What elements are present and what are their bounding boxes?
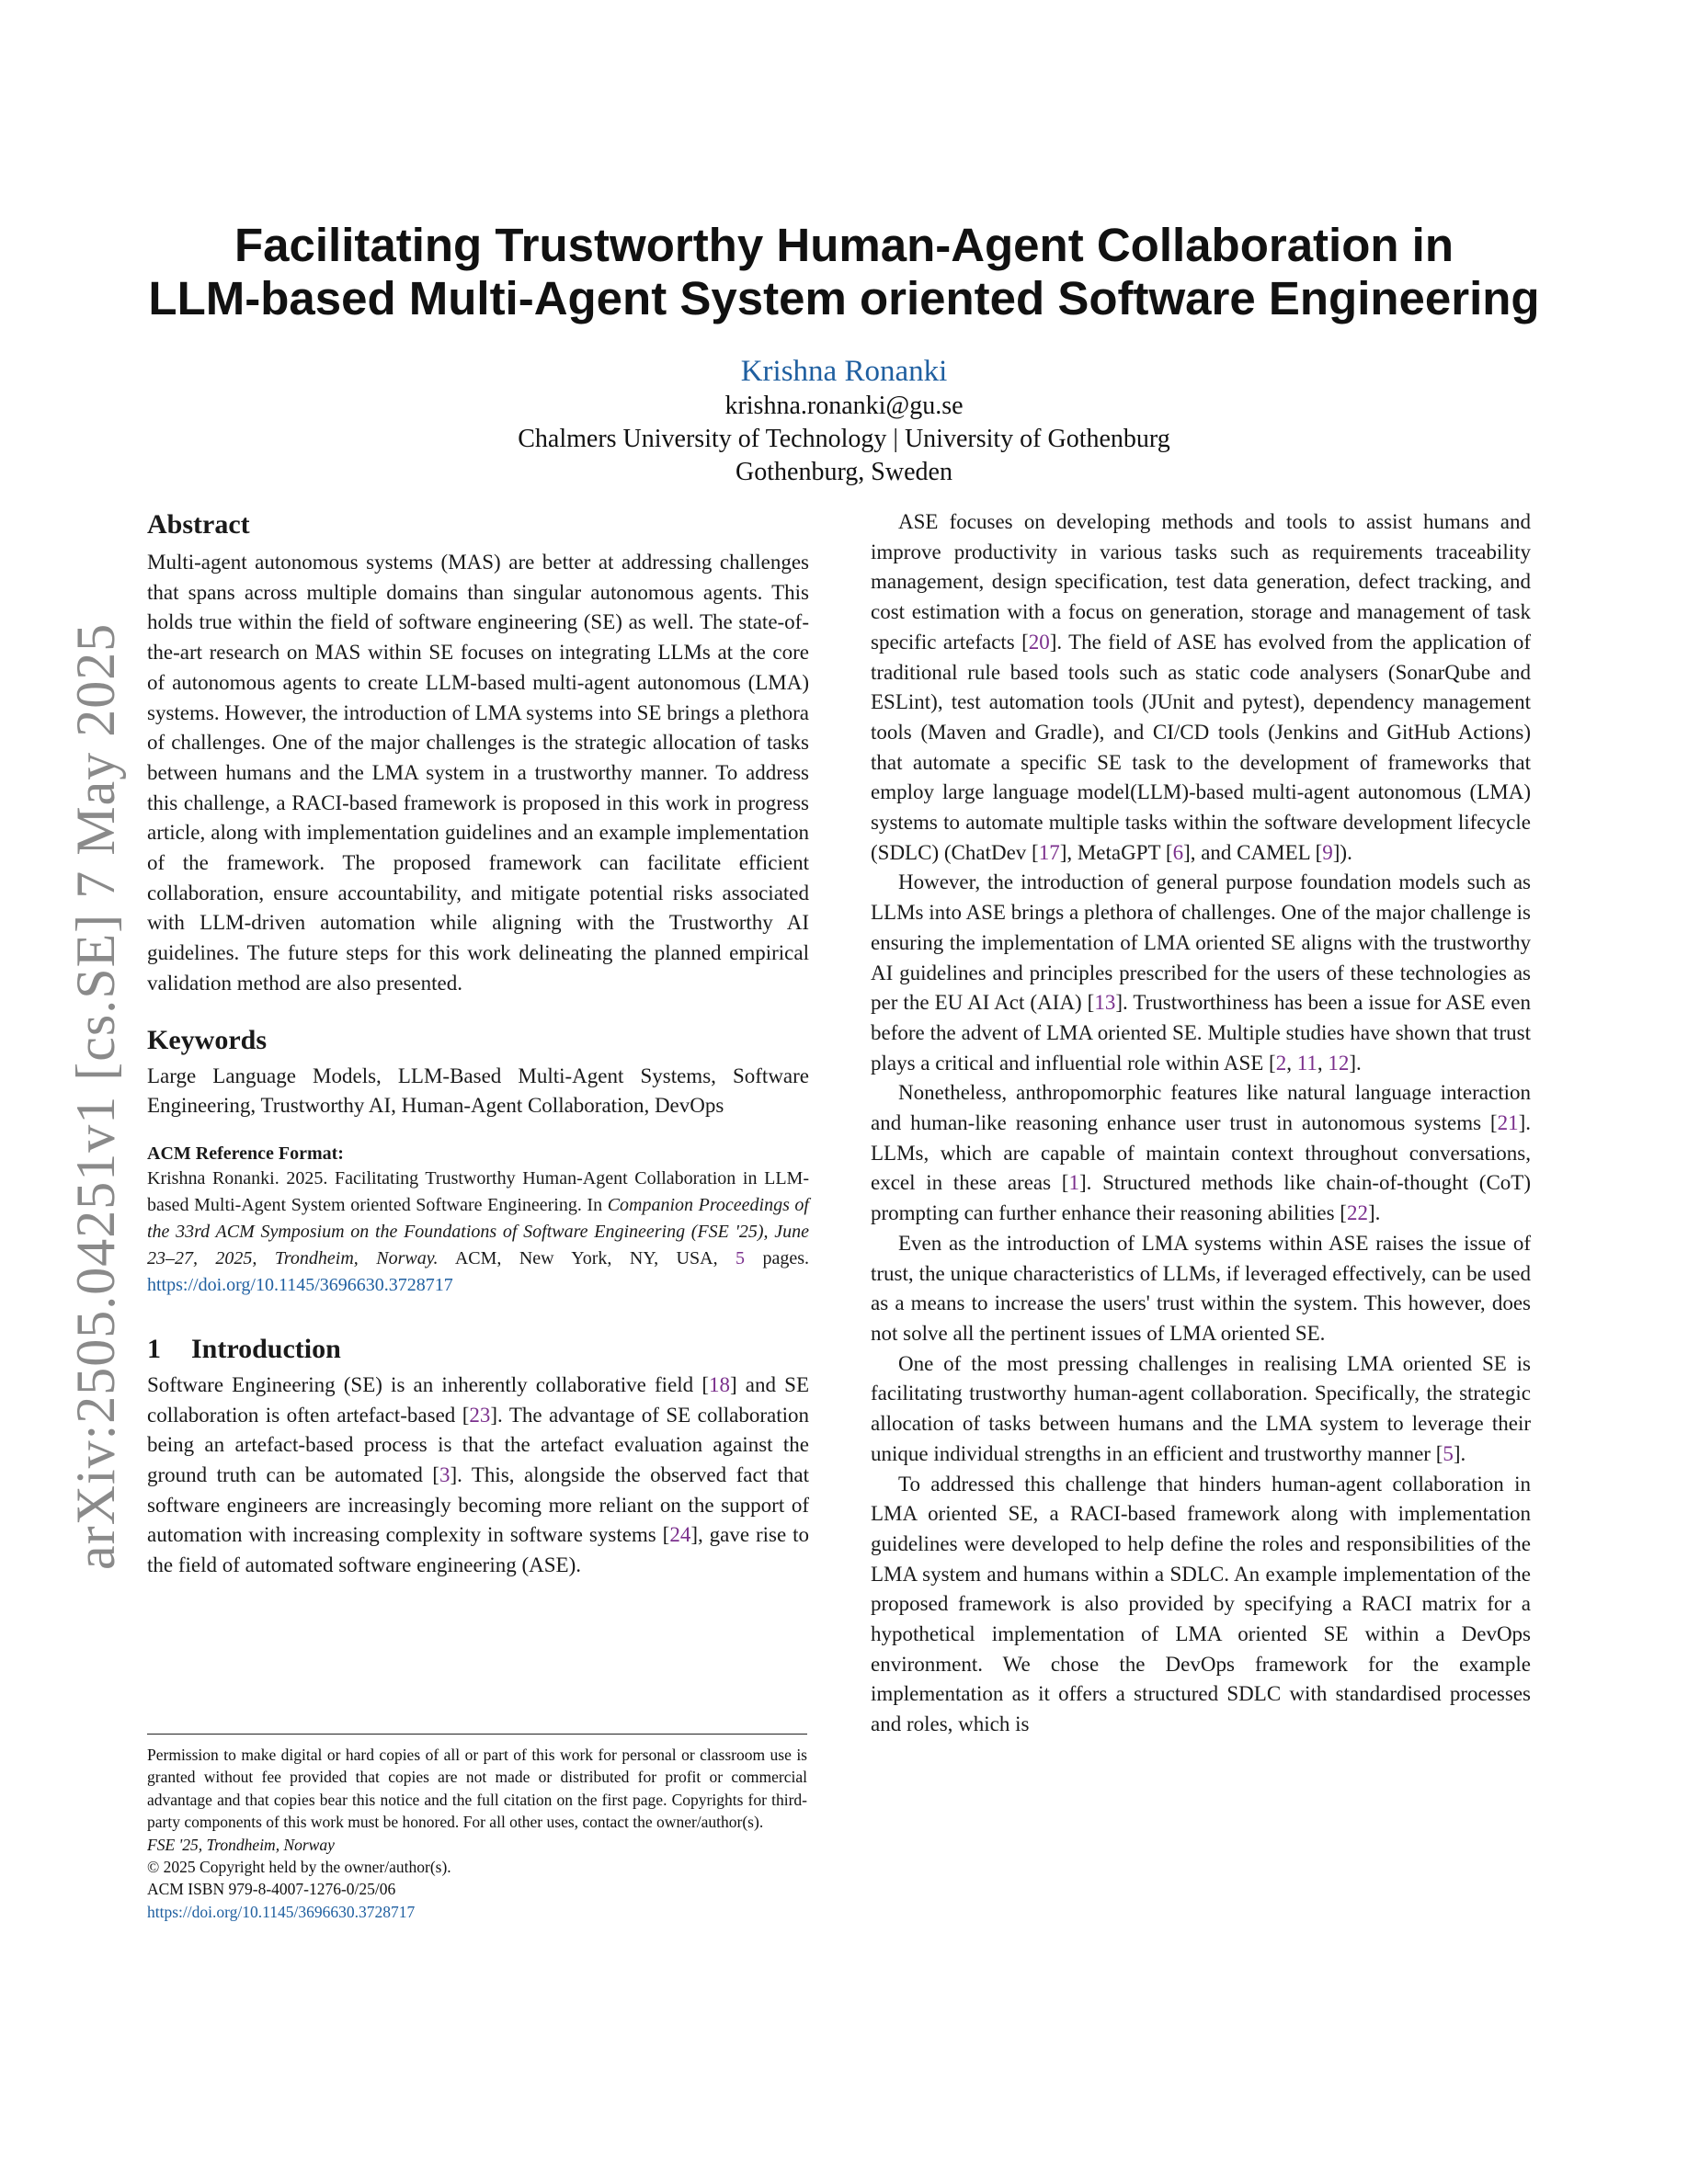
permission-notice: Permission to make digital or hard copies of all or part of this work for personal or classroom use is granted without fee provided that copies are not made or distributed for profit or commercial advantage and that copies bear this notice and the full citation on the first page. Copyrights for third-party components of this work must be honored. For all other uses, contact the owner/author(s). — [147, 1746, 807, 1832]
venue-text: FSE '25, Trondheim, Norway — [147, 1835, 335, 1854]
citation-link[interactable]: 17 — [1038, 840, 1060, 864]
abstract-text: Multi-agent autonomous systems (MAS) are better at addressing challenges that spans across multiple domains than singular autonomous agents. This holds true within the field of software engineering (SE) as well. The state-of-the-art research on MAS within SE focuses on integrating LLMs at the core of autonomous agents to create LLM-based multi-agent autonomous (LMA) systems. However, the introduction of LMA systems into SE brings a plethora of challenges. One of the major challenges is the strategic allocation of tasks between humans and the LMA system in a trustworthy manner. To address this challenge, a RACI-based framework is proposed in this work in progress article, along with implementation guidelines and an example implementation of the framework. The proposed framework can facilitate efficient collaboration, ensure accountability, and mitigate potential risks associated with LLM-driven automation while aligning with the Trustworthy AI guidelines. The future steps for this work delineating the planned empirical validation method are also presented. — [147, 551, 809, 995]
citation-link[interactable]: 9 — [1322, 840, 1333, 864]
text-run: , — [1317, 1051, 1329, 1075]
right-paragraph-6: To addressed this challenge that hinders human-agent collaboration in LMA oriented SE, a RACI-based framework along with implementation guidelines were developed to help define the roles and responsibilities of the LMA system and humans within a SDLC. An example implementation of the proposed framework is also provided by specifying a RACI matrix for a hypothetical implementation of LMA oriented SE within a DevOps environment. We chose the DevOps framework for the example implementation as it offers a structured SDLC with standardised processes and roles, which is — [871, 1472, 1531, 1736]
acm-ref-publisher: ACM, New York, NY, USA, — [438, 1247, 736, 1268]
text-run: ]. — [1349, 1051, 1362, 1075]
footnote-doi-link[interactable] — [147, 1901, 807, 1923]
paper-title — [120, 219, 1568, 325]
text-run: ], MetaGPT [ — [1059, 840, 1173, 864]
keywords-heading: Keywords — [147, 1024, 267, 1055]
right-paragraph-1 — [871, 507, 1531, 868]
footnote-venue — [147, 1834, 807, 1856]
text-run: ] and SE collaboration is often artefact-based [ — [147, 1372, 809, 1427]
author-affiliation: Chalmers University of Technology | University of Gothenburg — [518, 425, 1170, 453]
text-run: , — [1286, 1051, 1297, 1075]
text-run: One of the most pressing challenges in realising LMA oriented SE is facilitating trustworthy human-agent collaboration. Specifically, the strategic allocation of tasks between humans and the LMA system to leverage their unique individual strengths in an efficient and trustworthy manner [ — [871, 1351, 1531, 1465]
text-run: ], gave rise to the field of automated software engineering (ASE). — [147, 1523, 809, 1577]
section-number: 1 — [147, 1333, 161, 1364]
acm-ref-doi-link[interactable]: https://doi.org/10.1145/3696630.3728717 — [147, 1274, 453, 1295]
citation-link[interactable]: 2 — [1275, 1051, 1287, 1075]
arxiv-identifier-stamp: arXiv:2505.04251v1 [cs.SE] 7 May 2025 — [65, 622, 126, 1570]
text-run: ]. The advantage of SE collaboration being an artefact-based process is that the artefact evaluation against the ground truth can be automated [ — [147, 1403, 809, 1487]
citation-link[interactable]: 12 — [1328, 1051, 1350, 1075]
right-paragraph-4: Even as the introduction of LMA systems within ASE raises the issue of trust, the unique characteristics of LLMs, if leveraged effectively, can be used as a means to increase the users' trust within the system. This however, does not solve all the pertinent issues of LMA oriented SE. — [871, 1231, 1531, 1345]
title-line-2: LLM-based Multi-Agent System oriented Software Engineering — [148, 272, 1540, 324]
right-paragraph-2 — [871, 868, 1531, 1078]
author-location: Gothenburg, Sweden — [736, 458, 952, 486]
citation-link[interactable]: 3 — [439, 1463, 451, 1487]
introduction-heading — [147, 1332, 809, 1367]
keywords-text: Large Language Models, LLM-Based Multi-Agent Systems, Software Engineering, Trustworthy AI, Human-Agent Collaboration, DevOps — [147, 1064, 809, 1118]
doi-link[interactable]: https://doi.org/10.1145/3696630.3728717 — [147, 1902, 416, 1921]
citation-link[interactable]: 1 — [1068, 1171, 1079, 1195]
citation-link[interactable]: 23 — [469, 1403, 491, 1427]
citation-link[interactable]: 13 — [1094, 991, 1116, 1015]
acm-ref-pages-word: pages. — [745, 1247, 809, 1268]
text-run: Software Engineering (SE) is an inherently collaborative field [ — [147, 1372, 709, 1396]
text-run: ]. — [1367, 1201, 1381, 1225]
acm-reference-heading: ACM Reference Format: — [147, 1143, 344, 1164]
citation-link[interactable]: 22 — [1346, 1201, 1368, 1225]
citation-link[interactable]: 5 — [1443, 1441, 1454, 1465]
text-run: ]. LLMs, which are capable of maintain context throughout conversations, excel in these areas [ — [871, 1111, 1531, 1195]
footnote-isbn: ACM ISBN 979-8-4007-1276-0/25/06 — [147, 1880, 396, 1899]
right-paragraph-5 — [871, 1349, 1531, 1470]
text-run: However, the introduction of general purpose foundation models such as LLMs into ASE brings a plethora of challenges. One of the major challenge is ensuring the implementation of LMA oriented SE aligns with the trustworthy AI guidelines and principles prescribed for the users of these technologies as per the EU AI Act (AIA) [ — [871, 870, 1531, 1015]
acm-ref-lead: Krishna Ronanki. 2025. Facilitating Trustworthy Human-Agent Collaboration in LLM-based Multi-Agent System oriented Software Engineering. In — [147, 1167, 809, 1215]
citation-link[interactable]: 21 — [1497, 1111, 1519, 1135]
acm-ref-pages-link[interactable]: 5 — [736, 1247, 746, 1268]
section-title: Introduction — [191, 1333, 341, 1364]
citation-link[interactable]: 18 — [708, 1372, 730, 1396]
abstract-heading: Abstract — [147, 509, 250, 540]
acm-reference-text — [147, 1166, 809, 1299]
text-run: ]. Trustworthiness has been a issue for ASE even before the advent of LMA oriented SE. Multiple studies have shown that trust plays a critical and influential role within ASE [ — [871, 991, 1531, 1075]
text-run: ]. Structured methods like chain-of-thought (CoT) prompting can further enhance their reasoning abilities [ — [871, 1171, 1532, 1225]
text-run: ASE focuses on developing methods and tools to assist humans and improve productivity in various tasks such as requirements traceability management, design specification, test data generation, defect tracking, and cost estimation with a focus on generation, storage and management of task specific artefacts [ — [871, 510, 1531, 654]
text-run: ]. The field of ASE has evolved from the application of traditional rule based tools such as static code analysers (SonarQube and ESLint), test automation tools (JUnit and pytest), dependency management tools (Maven and Gradle), and CI/CD tools (Jenkins and GitHub Actions) that automate a specific SE task to the development of frameworks that employ large language model(LLM)-based multi-agent autonomous (LMA) systems to automate multiple tasks within the software development lifecycle (SDLC) (ChatDev [ — [871, 630, 1532, 864]
author-email: krishna.ronanki@gu.se — [724, 392, 964, 420]
text-run: ]). — [1332, 840, 1352, 864]
text-run: Nonetheless, anthropomorphic features like natural language interaction and human-like reasoning enhance user trust in autonomous systems [ — [871, 1081, 1531, 1135]
citation-link[interactable]: 11 — [1296, 1051, 1317, 1075]
title-line-1: Facilitating Trustworthy Human-Agent Collaboration in — [234, 219, 1454, 271]
copyright-footnote — [147, 1734, 807, 1923]
author-name[interactable]: Krishna Ronanki — [740, 355, 948, 388]
intro-paragraph-1 — [147, 1371, 809, 1581]
left-column — [147, 507, 809, 1581]
citation-link[interactable]: 20 — [1028, 630, 1050, 654]
footnote-copyright: © 2025 Copyright held by the owner/author(s). — [147, 1858, 451, 1877]
citation-link[interactable]: 6 — [1172, 840, 1184, 864]
acm-ref-venue: Companion Proceedings of the 33rd ACM Symposium on the Foundations of Software Engineering (FSE '25), June 23–27, 2025, Trondheim, Norway. — [147, 1194, 809, 1268]
right-paragraph-3 — [871, 1078, 1531, 1229]
right-column — [871, 507, 1531, 1740]
text-run: ]. — [1453, 1441, 1466, 1465]
author-block — [384, 353, 1304, 489]
citation-link[interactable]: 24 — [669, 1523, 691, 1547]
text-run: ], and CAMEL [ — [1183, 840, 1323, 864]
text-run: ]. This, alongside the observed fact that software engineers are increasingly becoming more reliant on the support of automation with increasing complexity in software systems [ — [147, 1463, 809, 1547]
